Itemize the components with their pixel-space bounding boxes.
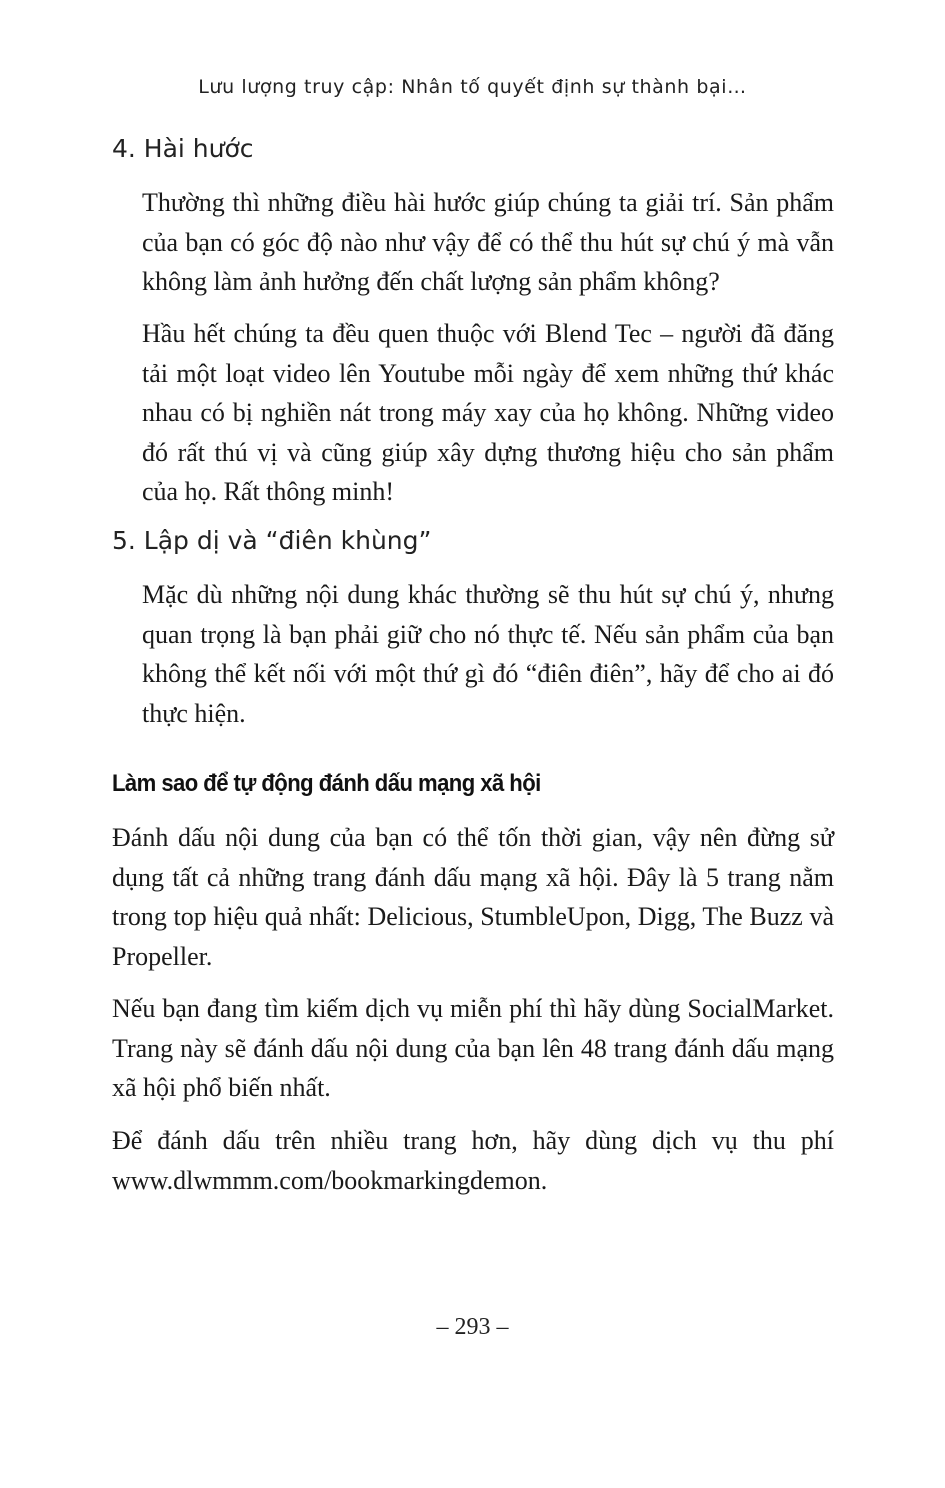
item-heading-quirky: 5. Lập dị và “điên khùng” [112, 526, 432, 555]
paragraph-socialmarket: Nếu bạn đang tìm kiếm dịch vụ miễn phí thì hãy dùng SocialMarket. Trang này sẽ đánh dấu nội dung của bạn lên 48 trang đánh dấu mạng xã hội phổ biến nhất. [112, 994, 834, 1102]
paragraph-paid-service: Để đánh dấu trên nhiều trang hơn, hãy dùng dịch vụ thu phí www.dlwmmm.com/bookmarkingdemon. [112, 1126, 834, 1195]
paragraph-bookmarking-sites: Đánh dấu nội dung của bạn có thể tốn thời gian, vậy nên đừng sử dụng tất cả những trang đánh dấu mạng xã hội. Đây là 5 trang nằm trong top hiệu quả nhất: Delicious, StumbleUpon, Digg, The Buzz và Propeller. [112, 823, 834, 971]
paragraph-quirky: Mặc dù những nội dung khác thường sẽ thu hút sự chú ý, nhưng quan trọng là bạn phải giữ cho nó thực tế. Nếu sản phẩm của bạn không thể kết nối với một thứ gì đó “điên điên”, hãy để cho ai đó thực hiện. [142, 580, 834, 728]
page-number: – 293 – [436, 1314, 509, 1340]
paragraph-humor-intro: Thường thì những điều hài hước giúp chúng ta giải trí. Sản phẩm của bạn có góc độ nào như vậy để có thể thu hút sự chú ý mà vẫn không làm ảnh hưởng đến chất lượng sản phẩm không? [142, 188, 834, 296]
running-header: Lưu lượng truy cập: Nhân tố quyết định sự thành bại… [198, 76, 747, 98]
section-title: Làm sao để tự động đánh dấu mạng xã hội [112, 770, 541, 797]
item-heading-humor: 4. Hài hước [112, 134, 254, 163]
paragraph-blendtec: Hầu hết chúng ta đều quen thuộc với Blend Tec – người đã đăng tải một loạt video lên Youtube mỗi ngày để xem những thứ khác nhau có bị nghiền nát trong máy xay của họ không. Những video đó rất thú vị và cũng giúp xây dựng thương hiệu cho sản phẩm của họ. Rất thông minh! [142, 319, 834, 506]
